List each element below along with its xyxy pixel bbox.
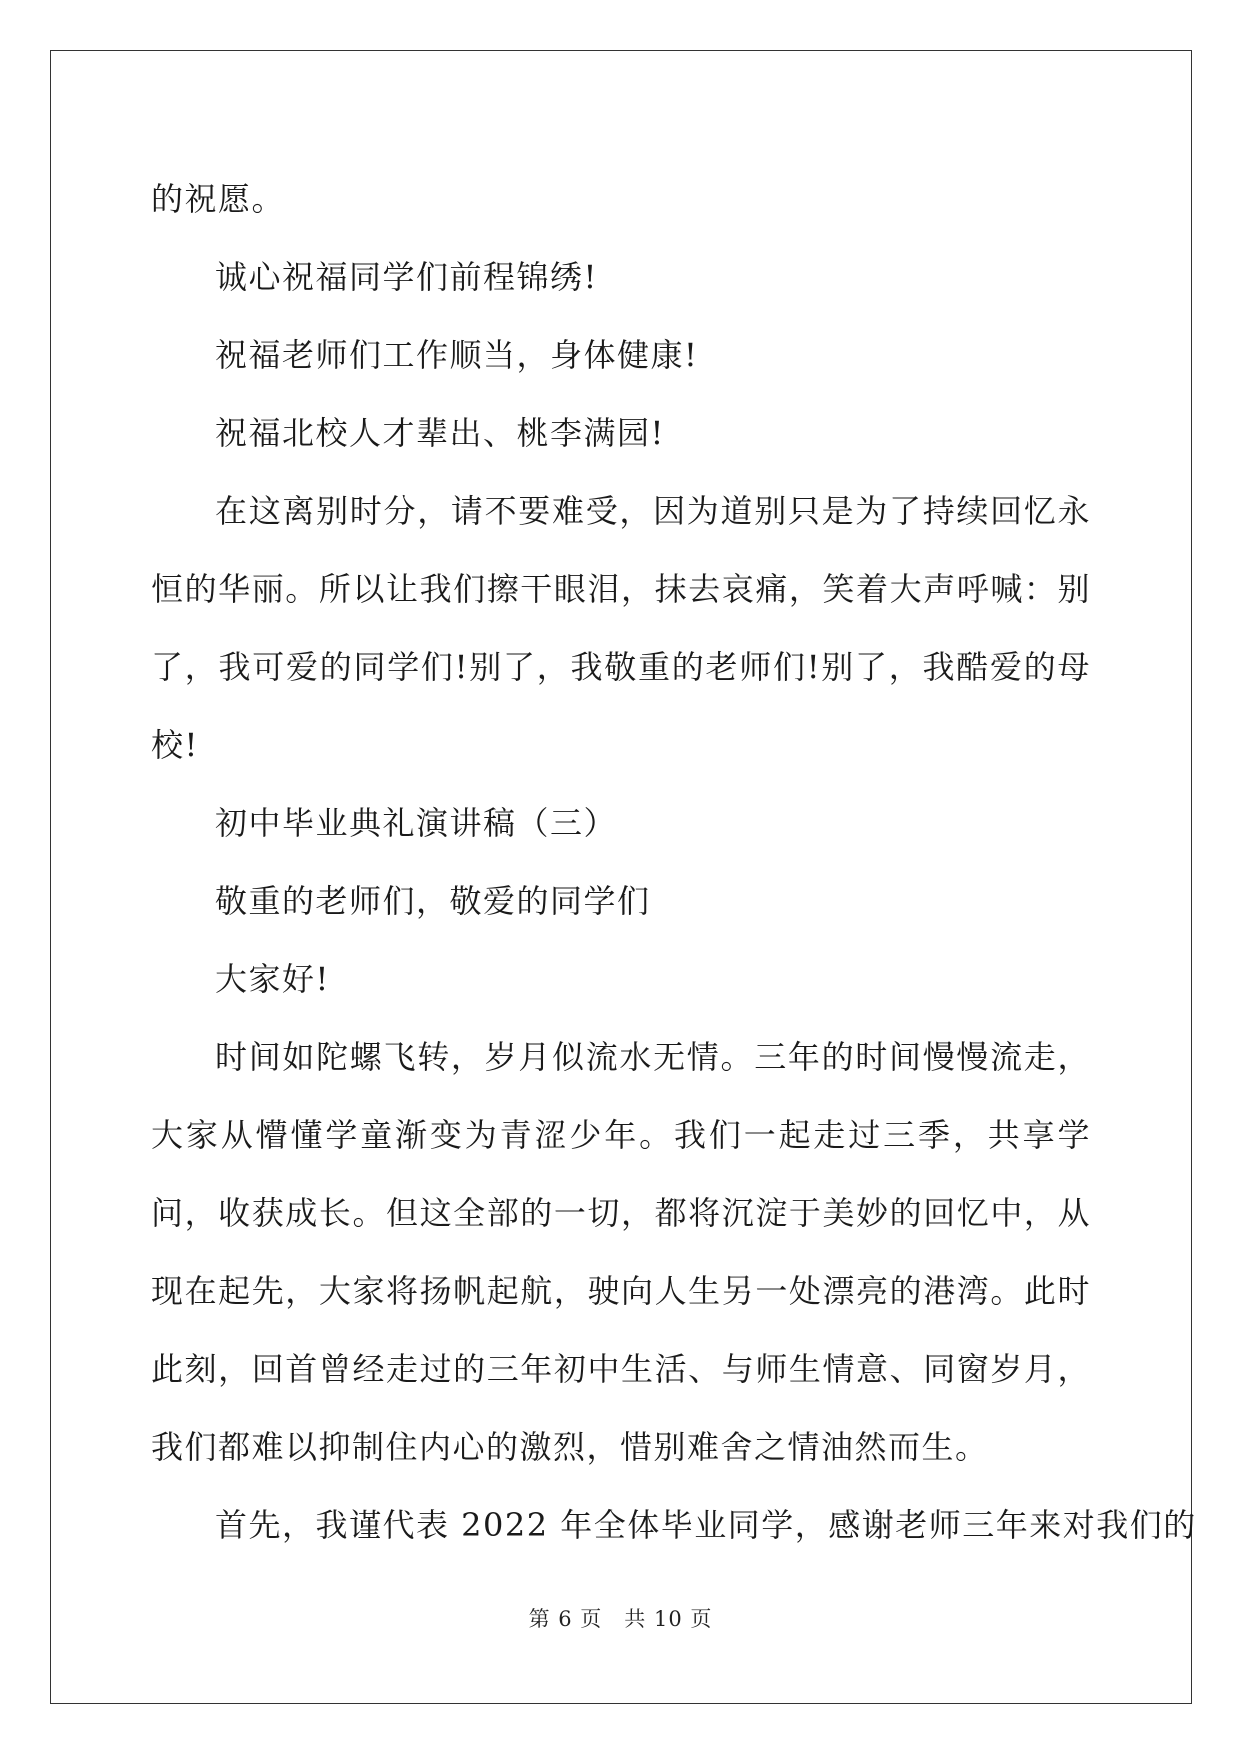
salutation: 敬重的老师们，敬爱的同学们 (215, 882, 651, 920)
page-number: 第 6 页 共 10 页 (528, 1607, 713, 1631)
paragraph-wish-teachers: 祝福老师们工作顺当，身体健康! (215, 336, 699, 374)
section-heading: 初中毕业典礼演讲稿（三） (215, 804, 618, 842)
paragraph-wish-classmates: 诚心祝福同学们前程锦绣! (215, 258, 598, 296)
greeting: 大家好! (215, 960, 330, 998)
paragraph-farewell: 在这离别时分，请不要难受，因为道别只是为了持续回忆永恒的华丽。所以让我们擦干眼泪，抹去哀痛，笑着大声呼喊：别了，我可爱的同学们!别了，我敬重的老师们!别了，我酷爱的母校! (151, 492, 1091, 764)
paragraph-closing-wish: 的祝愿。 (151, 180, 286, 218)
paragraph-time-passes: 时间如陀螺飞转，岁月似流水无情。三年的时间慢慢流走，大家从懵懂学童渐变为青涩少年。我们一起走过三季，共享学问，收获成长。但这全部的一切，都将沉淀于美妙的回忆中，从现在起先，大家将扬帆起航，驶向人生另一处漂亮的港湾。此时此刻，回首曾经走过的三年初中生活、与师生情意、同窗岁月，我们都难以抑制住内心的激烈，惜别难舍之情油然而生。 (151, 1038, 1091, 1466)
paragraph-thanks: 首先，我谨代表 2022 年全体毕业同学，感谢老师三年来对我们的 (215, 1506, 1197, 1544)
paragraph-wish-school: 祝福北校人才辈出、桃李满园! (215, 414, 665, 452)
document-body (151, 160, 1197, 1564)
